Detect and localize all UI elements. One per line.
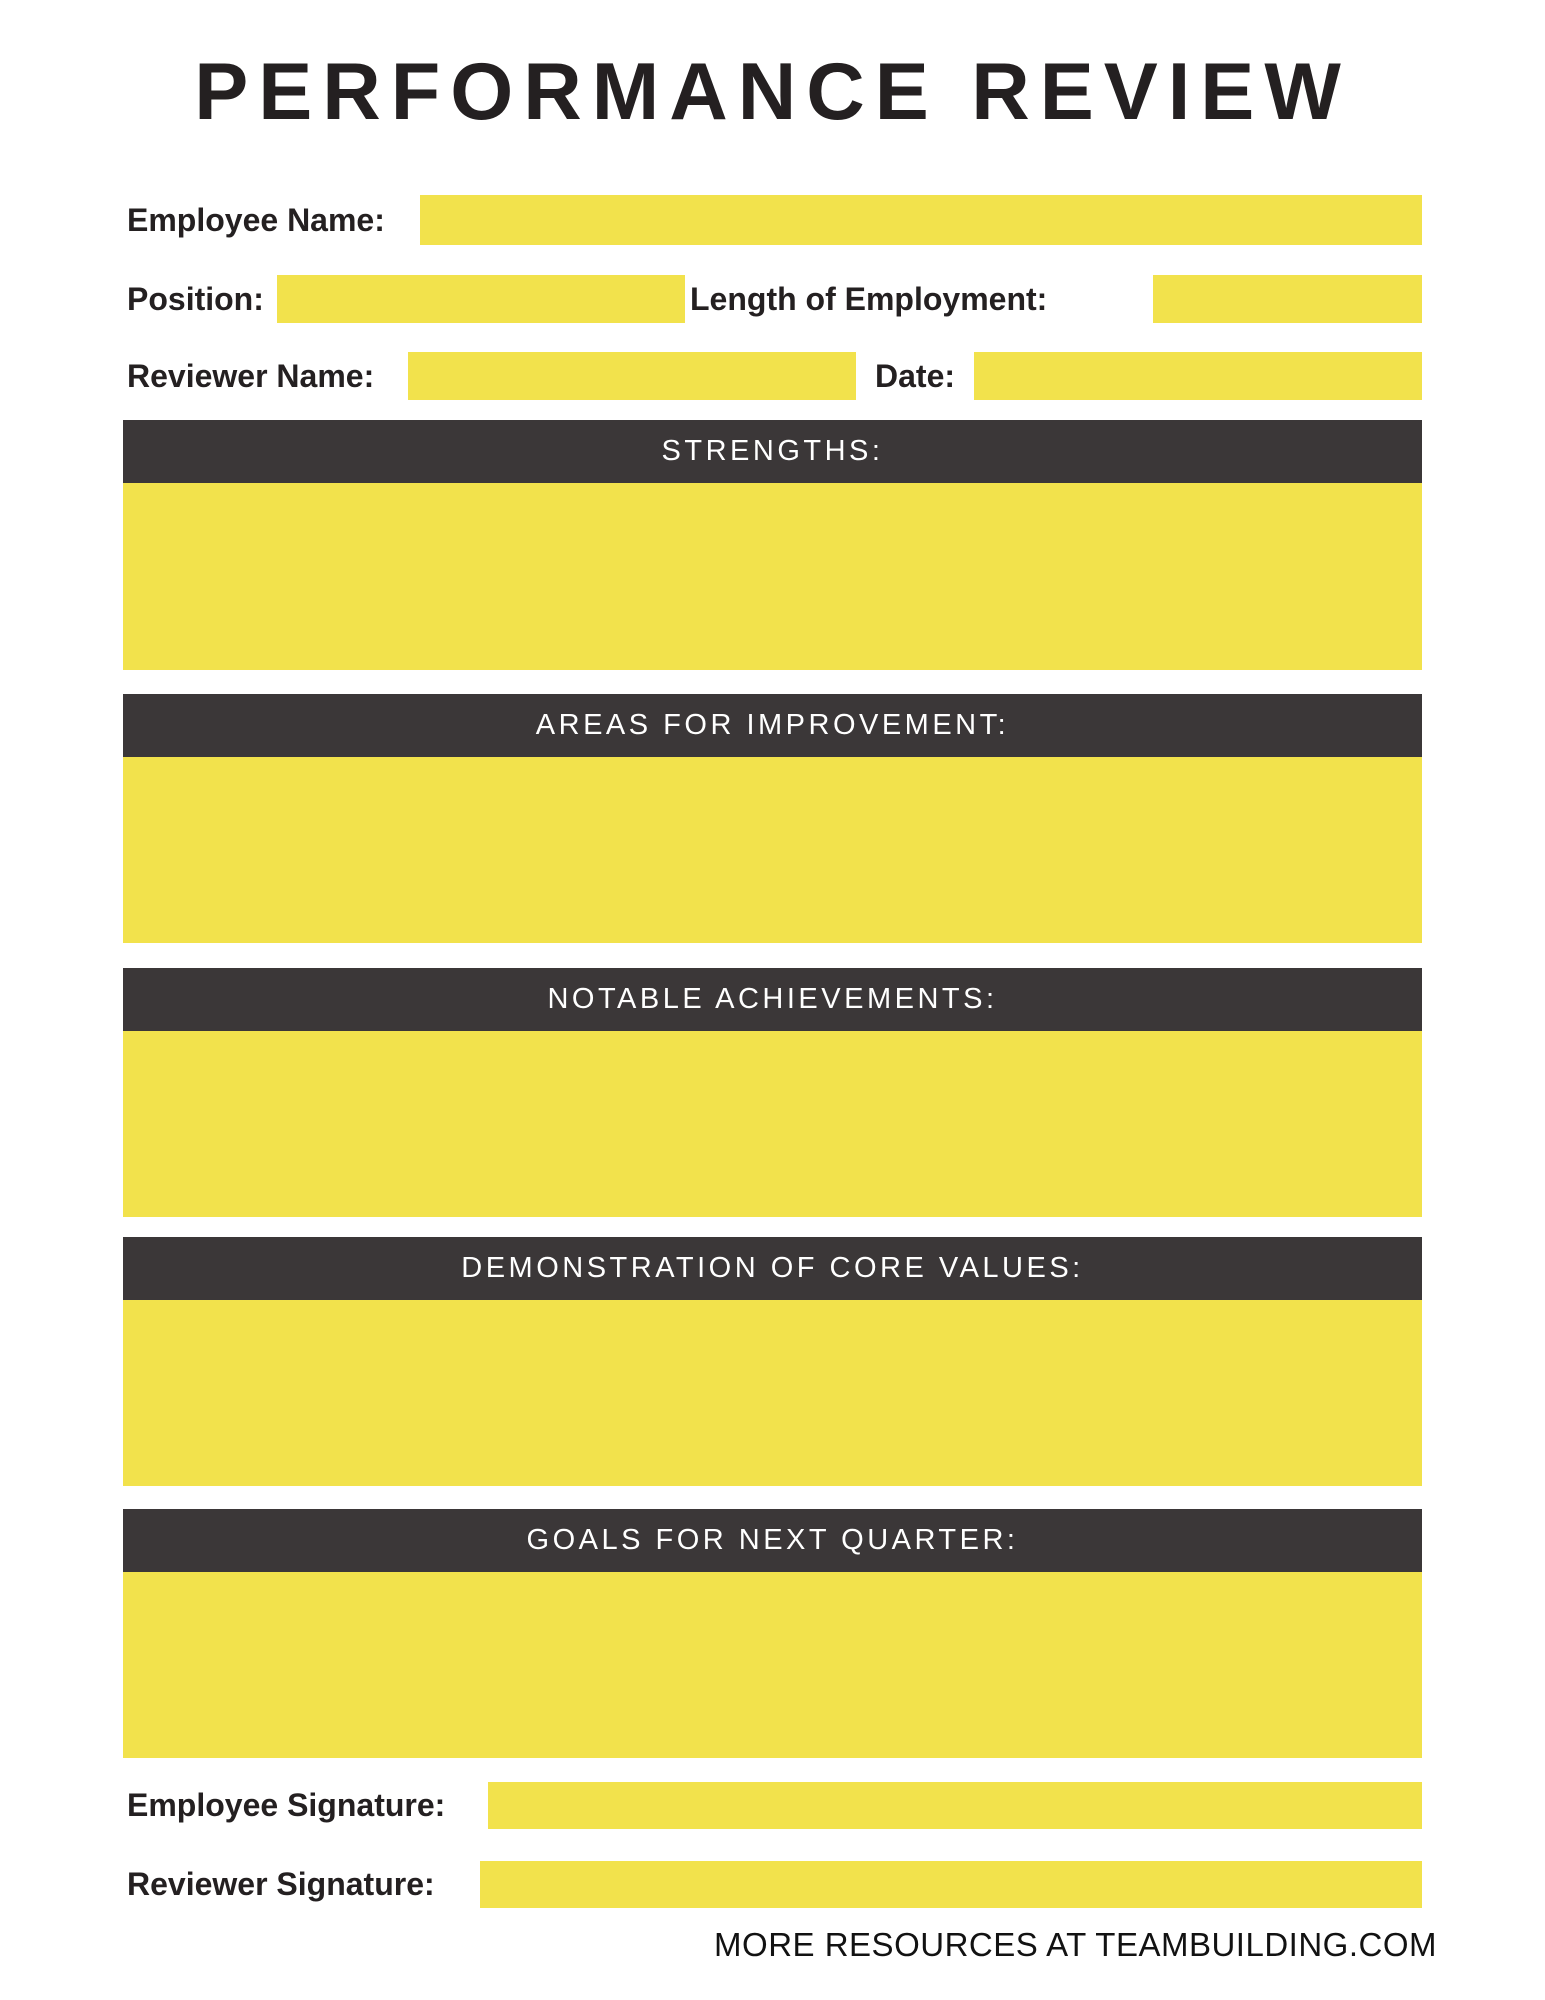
reviewer-name-field[interactable] [408,352,856,400]
position-label: Position: [127,281,264,317]
length-of-employment-label: Length of Employment: [690,281,1048,317]
section-strengths-content[interactable] [123,483,1422,670]
page-title: PERFORMANCE REVIEW [194,47,1351,137]
footer-text: MORE RESOURCES AT TEAMBUILDING.COM [714,1926,1437,1963]
section-demonstration-of-core-values-content[interactable] [123,1300,1422,1486]
section-areas-for-improvement-header: AREAS FOR IMPROVEMENT: [123,694,1422,757]
date-field[interactable] [974,352,1422,400]
reviewer-signature-field[interactable] [480,1861,1422,1908]
section-strengths-header: STRENGTHS: [123,420,1422,483]
employee-signature-label: Employee Signature: [127,1787,446,1823]
section-goals-for-next-quarter-header: GOALS FOR NEXT QUARTER: [123,1509,1422,1572]
reviewer-signature-label: Reviewer Signature: [127,1866,435,1902]
section-goals-for-next-quarter-content[interactable] [123,1572,1422,1758]
reviewer-name-label: Reviewer Name: [127,358,375,394]
employee-name-label: Employee Name: [127,202,385,238]
section-areas-for-improvement-content[interactable] [123,757,1422,943]
date-label: Date: [875,358,956,394]
section-notable-achievements-header: NOTABLE ACHIEVEMENTS: [123,968,1422,1031]
position-field[interactable] [277,275,685,323]
section-notable-achievements-content[interactable] [123,1031,1422,1217]
section-demonstration-of-core-values-header: DEMONSTRATION OF CORE VALUES: [123,1237,1422,1300]
length-of-employment-field[interactable] [1153,275,1422,323]
employee-signature-field[interactable] [488,1782,1422,1829]
employee-name-field[interactable] [420,195,1422,245]
